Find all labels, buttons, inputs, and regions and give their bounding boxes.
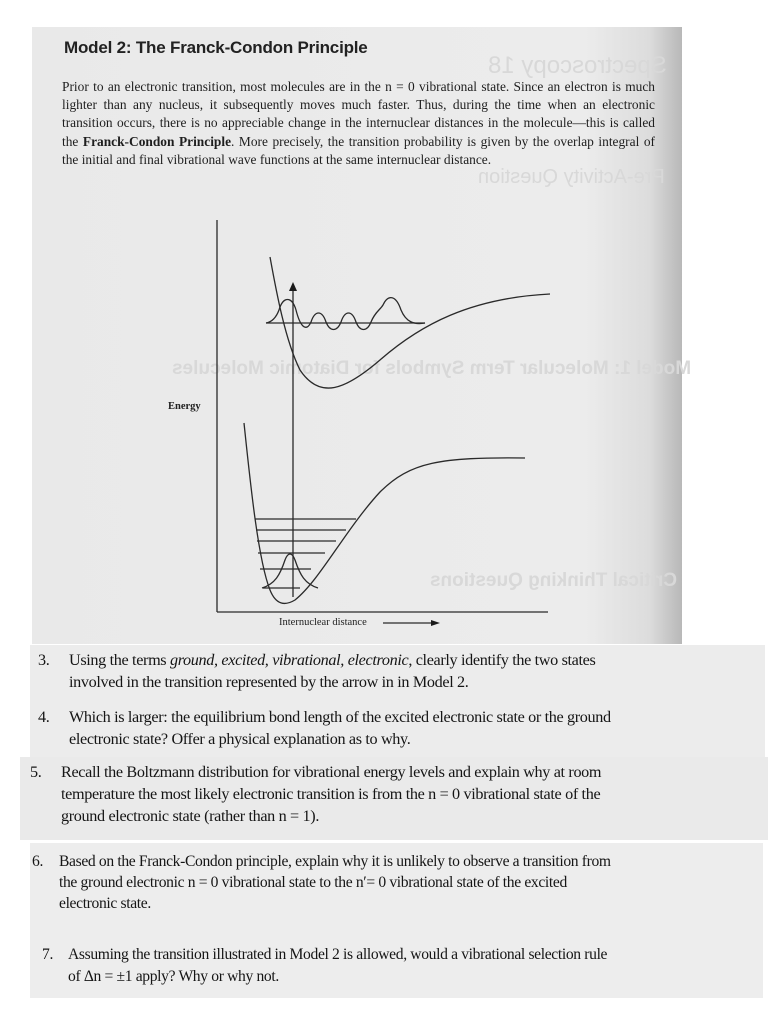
model-title: Model 2: The Franck-Condon Principle xyxy=(64,38,368,57)
intro-bold-term: Franck-Condon Principle xyxy=(82,133,232,149)
excited-wavefunction xyxy=(266,298,425,330)
bleed-through-text: Spectroscopy 18 xyxy=(488,52,667,79)
bleed-through-text: Pre-Activity Question xyxy=(478,166,665,188)
question-number: 3. xyxy=(38,651,50,669)
intro-text: . More precisely, the transition probability is given by the overlap integral of the initial and final vibrational wave functions at the same internuclear distance. xyxy=(62,133,655,167)
question-text: Recall the Boltzmann distribution for vibrational energy levels and explain why at room xyxy=(61,763,602,781)
bleed-through-text: Model 1: Molecular Term Symbols for Diatomic Molecules xyxy=(172,358,692,379)
intro-text: Prior to an electronic transition, most molecules are in the n = 0 vibrational state. Since an electron is much lighter than any nucleus, it subsequently moves much faster. Thus, during the time when an electronic transition occurs, there is no appreciable change in the internuclear distances in the molecule—this is called the xyxy=(62,79,655,149)
question-text: Assuming the transition illustrated in Model 2 is allowed, would a vibrational selection rule xyxy=(68,946,608,963)
arrow-head-icon xyxy=(289,282,297,291)
question-text: of Δn = ±1 apply? Why or why not. xyxy=(68,968,279,985)
x-axis-label: Internuclear distance xyxy=(279,617,367,628)
question-text: temperature the most likely electronic transition is from the n = 0 vibrational state of the xyxy=(61,785,601,803)
question-number: 6. xyxy=(32,853,43,870)
bleed-through-text: Critical Thinking Questions xyxy=(430,570,678,591)
x-arrow-head-icon xyxy=(431,620,440,626)
question-number: 7. xyxy=(42,946,53,963)
ground-state-curve xyxy=(244,423,525,603)
question-text: Using the terms xyxy=(69,651,170,669)
italic-terms: ground, excited, vibrational, electronic xyxy=(169,651,409,669)
question-text: , clearly identify the two states xyxy=(408,651,596,669)
question-text: electronic state? Offer a physical explanation as to why. xyxy=(69,730,411,748)
question-text: involved in the transition represented by the arrow in in Model 2. xyxy=(69,673,469,691)
question-text: ground electronic state (rather than n = 1). xyxy=(61,807,320,825)
y-axis-label: Energy xyxy=(168,401,201,412)
question-text: Which is larger: the equilibrium bond length of the excited electronic state or the ground xyxy=(69,708,611,726)
question-number: 4. xyxy=(38,708,50,726)
question-text: Based on the Franck-Condon principle, explain why it is unlikely to observe a transition from xyxy=(59,853,611,870)
question-text: electronic state. xyxy=(59,895,151,912)
ground-wavefunction xyxy=(262,554,318,588)
question-number: 5. xyxy=(30,763,42,781)
question-text: the ground electronic n = 0 vibrational state to the n′= 0 vibrational state of the excited xyxy=(59,874,567,891)
